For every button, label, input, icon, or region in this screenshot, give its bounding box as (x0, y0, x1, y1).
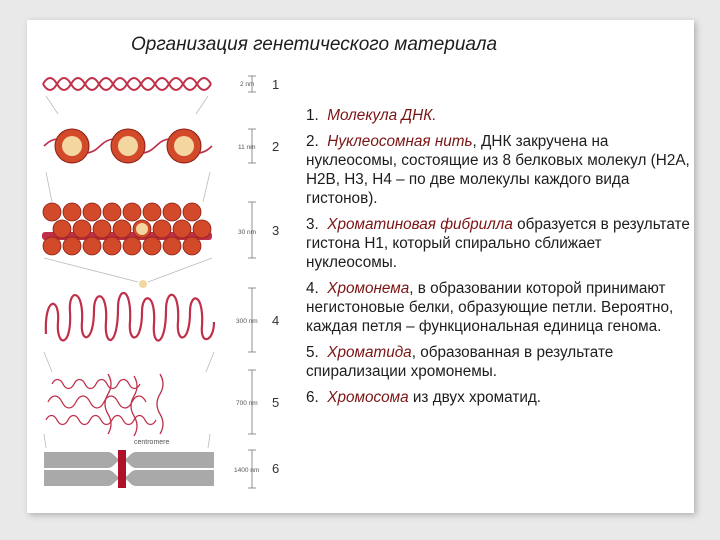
nucleosome-string (44, 129, 212, 163)
chromosome (44, 450, 214, 488)
term: Хроматиновая фибрилла (327, 216, 513, 233)
level-number-1: 1 (272, 77, 280, 92)
list-item: 6. Хромосома из двух хроматид. (306, 389, 542, 406)
term: Молекула ДНК. (327, 107, 437, 124)
dna-helix (43, 78, 211, 90)
level-number-3: 3 (272, 223, 280, 238)
slide (27, 20, 694, 513)
scale-label-5: 700 nm (236, 400, 258, 407)
list-item: 3. Хроматиновая фибрилла образуется в результате гистона Н1, который спирально сближает нуклеосомы. (306, 216, 690, 271)
chromatid-coils (46, 374, 163, 436)
chromatin-fibre (42, 203, 212, 255)
level-number-5: 5 (272, 395, 280, 410)
scale-label-3: 30 nm (238, 229, 257, 236)
term: Хромосома (327, 389, 409, 406)
term: Нуклеосомная нить (327, 133, 473, 150)
centromere-mark (118, 450, 126, 488)
chromatin-figure (38, 72, 298, 492)
list-item: 5. Хроматида, образованная в результате спирализации хромонемы. (306, 344, 614, 380)
level-number-4: 4 (272, 313, 280, 328)
scale-label-1: 2 nm (240, 81, 255, 88)
scale-label-6: 1400 nm (234, 467, 260, 474)
list-item: 4. Хромонема, в образовании которой принимают негистоновые белки, образующие петли. Вероятно, каждая петля – функциональная единица генома. (306, 280, 674, 335)
term: Хроматида (327, 344, 412, 361)
chromonema-loops (46, 280, 214, 341)
scale-column (248, 76, 256, 488)
list-item: 1. Молекула ДНК. (306, 107, 437, 124)
centromere-label: centromere (134, 439, 170, 446)
slide-title: Организация генетического материала (131, 34, 498, 55)
scale-label-2: 11 nm (238, 144, 256, 151)
term: Хромонема (327, 280, 410, 297)
list-item: 2. Нуклеосомная нить, ДНК закручена на нуклеосомы, состоящие из 8 белковых молекул (Н2А, Н2В, Н3, Н4 – по две молекулы каждого вида гистонов). (306, 133, 690, 207)
level-number-2: 2 (272, 139, 280, 154)
scale-label-4: 300 nm (236, 318, 258, 325)
description-list (306, 106, 691, 414)
level-number-6: 6 (272, 461, 280, 476)
